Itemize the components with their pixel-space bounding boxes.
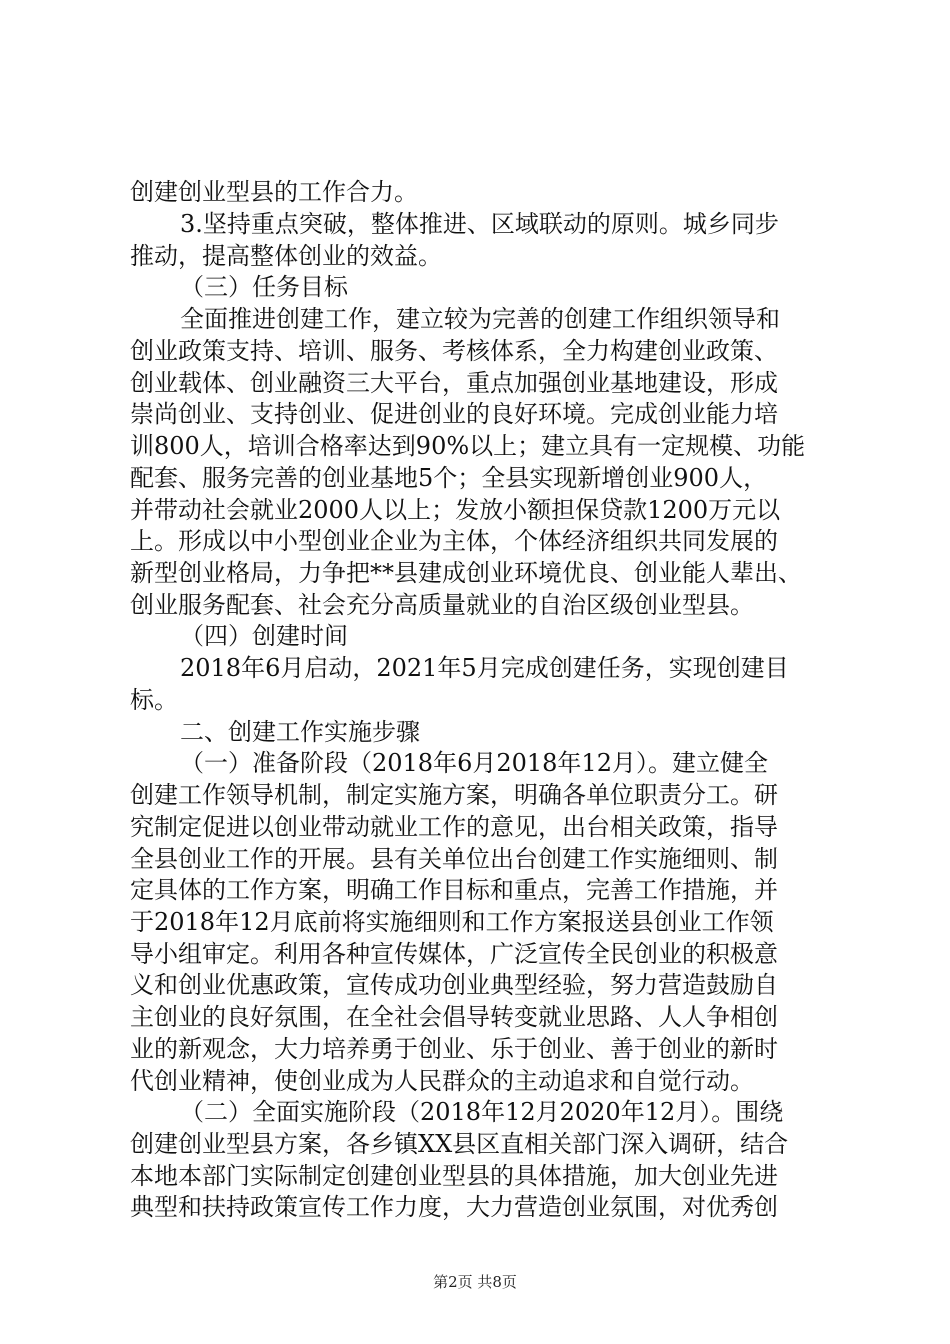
page-number-footer: 第2页 共8页 [433, 1273, 517, 1291]
text-line-13: 新型创业格局，力争把**县建成创业环境优良、创业能人辈出、 [130, 559, 802, 587]
text-line-10: 配套、服务完善的创业基地5个；全县实现新增创业900人， [130, 464, 768, 492]
text-line-25: 导小组审定。利用各种宣传媒体，广泛宣传全民创业的积极意 [130, 940, 778, 968]
section-heading-implementation-steps: 二、创建工作实施步骤 [180, 718, 420, 746]
text-line-32: 本地本部门实际制定创建创业型县的具体措施，加大创业先进 [130, 1162, 778, 1190]
text-line-27: 主创业的良好氛围，在全社会倡导转变就业思路、人人争相创 [130, 1003, 778, 1031]
text-line-9: 训800人，培训合格率达到90%以上；建立具有一定规模、功能 [130, 432, 806, 460]
text-line-26: 义和创业优惠政策，宣传成功创业典型经验，努力营造鼓励自 [130, 971, 778, 999]
text-line-12: 上。形成以中小型创业企业为主体，个体经济组织共同发展的 [130, 527, 778, 555]
text-line-29: 代创业精神，使创业成为人民群众的主动追求和自觉行动。 [130, 1067, 754, 1095]
text-line-21: 究制定促进以创业带动就业工作的意见，出台相关政策，指导 [130, 813, 778, 841]
text-line-7: 创业载体、创业融资三大平台，重点加强创业基地建设，形成 [130, 369, 778, 397]
text-line-20: 创建工作领导机制，制定实施方案，明确各单位职责分工。研 [130, 781, 778, 809]
text-line-17: 标。 [130, 686, 178, 714]
text-line-30: （二）全面实施阶段（2018年12月2020年12月）。围绕 [180, 1098, 784, 1126]
text-line-1: 创建创业型县的工作合力。 [130, 178, 418, 206]
section-heading-task-goals: （三）任务目标 [180, 273, 348, 301]
text-line-19: （一）准备阶段（2018年6月2018年12月）。建立健全 [180, 749, 768, 777]
section-heading-creation-time: （四）创建时间 [180, 622, 348, 650]
text-line-23: 定具体的工作方案，明确工作目标和重点，完善工作措施，并 [130, 876, 778, 904]
text-line-3: 推动，提高整体创业的效益。 [130, 242, 442, 270]
text-line-16: 2018年6月启动，2021年5月完成创建任务，实现创建目 [180, 654, 789, 682]
text-line-5: 全面推进创建工作，建立较为完善的创建工作组织领导和 [180, 305, 780, 333]
text-line-14: 创业服务配套、社会充分高质量就业的自治区级创业型县。 [130, 591, 754, 619]
text-line-2: 3.坚持重点突破，整体推进、区域联动的原则。城乡同步 [180, 210, 779, 238]
text-line-33: 典型和扶持政策宣传工作力度，大力营造创业氛围，对优秀创 [130, 1193, 778, 1221]
text-line-6: 创业政策支持、培训、服务、考核体系，全力构建创业政策、 [130, 337, 778, 365]
text-line-24: 于2018年12月底前将实施细则和工作方案报送县创业工作领 [130, 908, 774, 936]
text-line-22: 全县创业工作的开展。县有关单位出台创建工作实施细则、制 [130, 845, 778, 873]
text-line-28: 业的新观念，大力培养勇于创业、乐于创业、善于创业的新时 [130, 1035, 778, 1063]
text-line-31: 创建创业型县方案，各乡镇XX县区直相关部门深入调研，结合 [130, 1130, 789, 1158]
text-line-11: 并带动社会就业2000人以上；发放小额担保贷款1200万元以 [130, 496, 781, 524]
text-line-8: 崇尚创业、支持创业、促进创业的良好环境。完成创业能力培 [130, 400, 778, 428]
